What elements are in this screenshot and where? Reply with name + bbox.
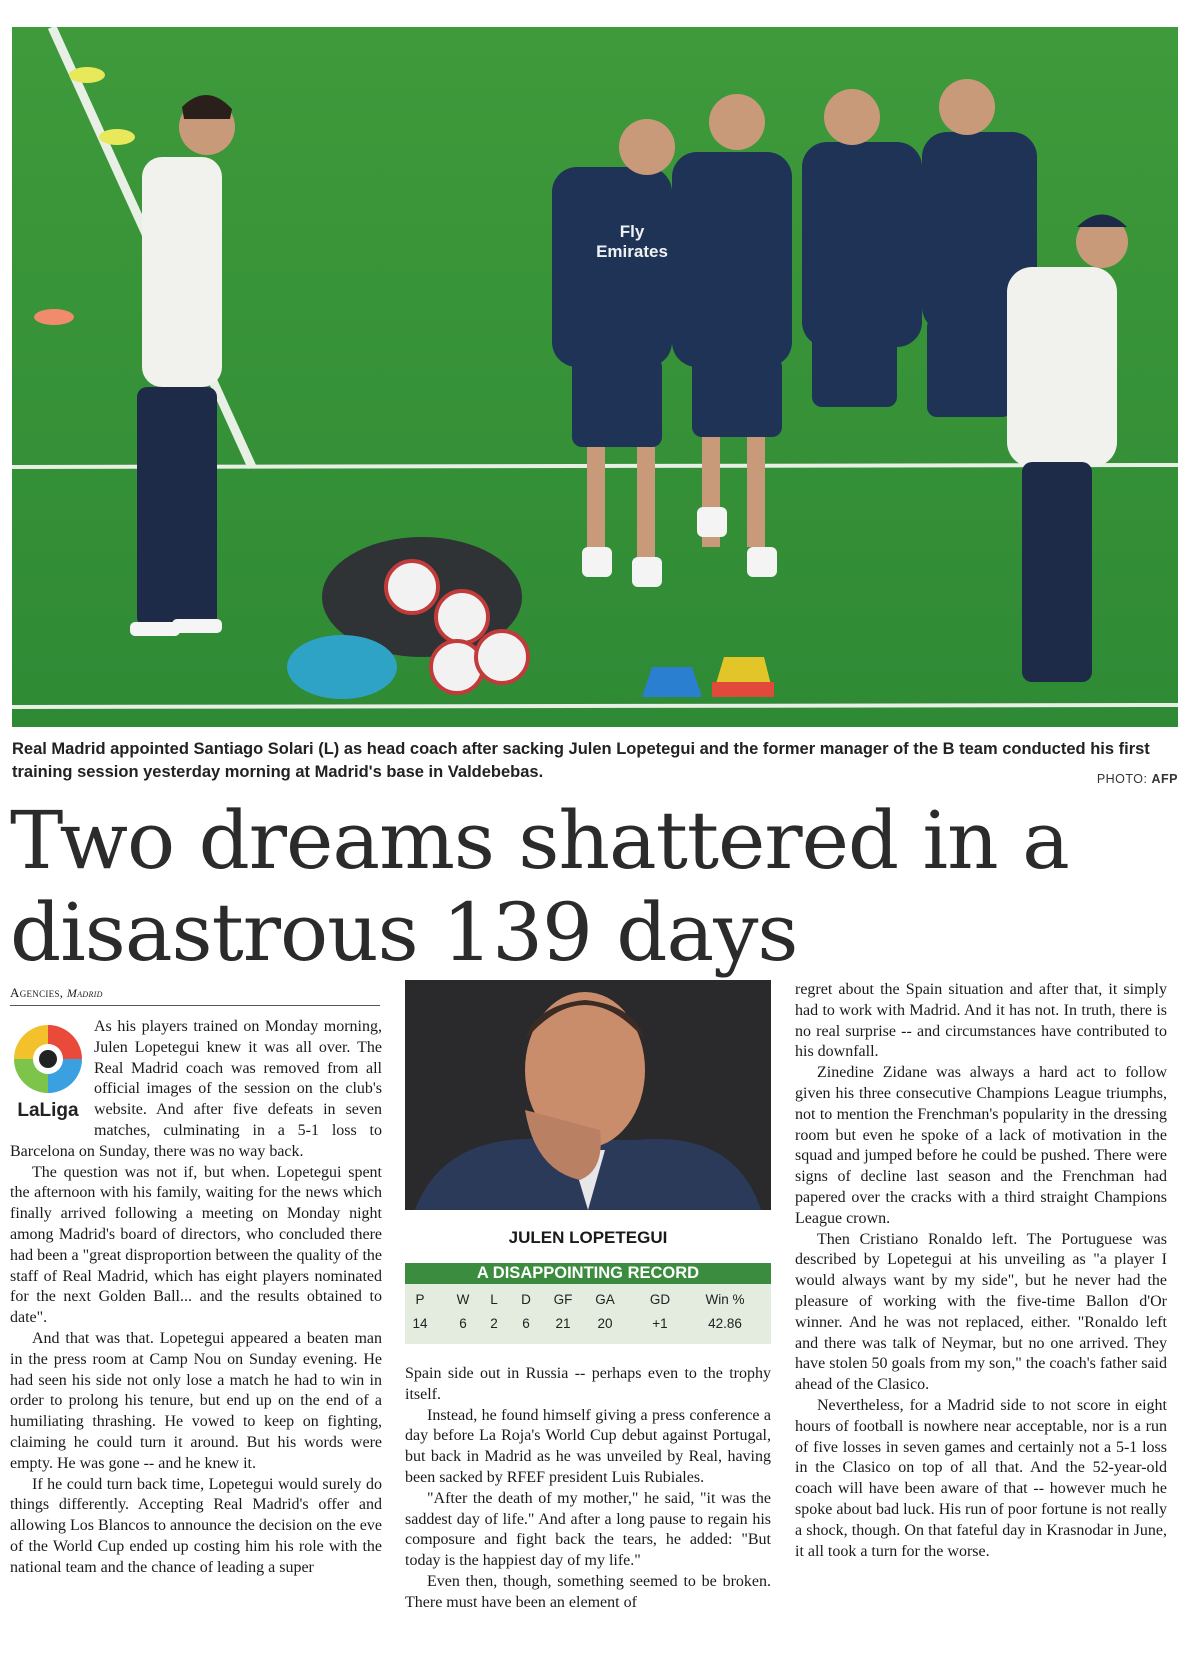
- credit-source: AFP: [1151, 772, 1178, 786]
- paragraph: Nevertheless, for a Madrid side to not score in eight hours of football is nowhere near acceptable, nor is a run of five losses in seven games and certainly not a 5-1 loss in the Clasico on top of all that. And the 52-year-old coach will have been aware of that -- however much he spoke about bad luck. His run of poor fortune is not really a shock, though. On that fateful day in Krasnodar in June, it all took a turn for the worse.: [795, 1396, 1167, 1560]
- paragraph: regret about the Spain situation and after that, it simply had to work with Madrid. And it has not. In truth, there is no real surprise -- and circumstances have contributed to his downfall.: [795, 981, 1167, 1061]
- sponsor-text: Fly: [619, 222, 645, 241]
- record-value: 21: [555, 1316, 571, 1331]
- article-column-1: [10, 1017, 382, 1579]
- article-column-3: [795, 980, 1167, 1562]
- record-value: 42.86: [708, 1316, 742, 1331]
- paragraph: Even then, though, something seemed to be broken. There must have been an element of: [405, 1572, 771, 1611]
- article-column-2: [405, 1364, 771, 1614]
- paragraph: "After the death of my mother," he said, "it was the saddest day of life." And after a long pause to regain his composure and fight back the tears, he added: "But today is the happiest day of my life.": [405, 1489, 771, 1570]
- record-value: 6: [522, 1316, 530, 1331]
- laliga-logo-text: LaLiga: [17, 1100, 79, 1121]
- training-photo: [12, 27, 1178, 727]
- credit-label: PHOTO:: [1096, 772, 1148, 786]
- byline: [10, 985, 380, 1006]
- laliga-logo: [10, 1019, 86, 1121]
- record-value: 14: [412, 1316, 428, 1331]
- lopetegui-portrait: [405, 980, 771, 1210]
- record-header: GA: [595, 1292, 615, 1307]
- record-header: GF: [553, 1292, 573, 1307]
- record-title: A DISAPPOINTING RECORD: [405, 1263, 771, 1284]
- paragraph: Spain side out in Russia -- perhaps even to the trophy itself.: [405, 1365, 771, 1403]
- record-header: W: [456, 1292, 470, 1307]
- record-value: +1: [652, 1316, 668, 1331]
- sidebar-name: JULEN LOPETEGUI: [508, 1228, 668, 1247]
- paragraph: Zinedine Zidane was always a hard act to follow given his three consecutive Champions League triumphs, not to mention the Frenchman's popularity in the dressing room but even he spoke of a lack of motivation in the squad and jumped before he could be pushed. There were signs of decline last season and the Frenchman had papered over the cracks with a third straight Champions League crown.: [795, 1064, 1167, 1227]
- record-header: D: [521, 1292, 531, 1307]
- photo-credit: [1097, 772, 1178, 786]
- paragraph: Instead, he found himself giving a press conference a day before La Roja's World Cup debut against Portugal, but back in Madrid as he was unveiled by Real, having been sacked by RFEF president Luis Rubiales.: [405, 1406, 771, 1486]
- paragraph: Then Cristiano Ronaldo left. The Portuguese was described by Lopetegui at his unveiling as "a player I would always want by my side", but he never had the pleasure of working with the five-time Ballon d'Or winner. And he was not replaced, either. "Ronaldo left and there was talk of Neymar, but no one arrived. They have stolen 50 goals from my son," the coach's father said ahead of the Clasico.: [795, 1230, 1167, 1394]
- byline-location: Madrid: [66, 986, 103, 1000]
- sponsor-text: Emirates: [596, 242, 668, 261]
- headline-line-2: disastrous 139 days: [10, 886, 798, 979]
- record-value: 20: [597, 1316, 613, 1331]
- paragraph: If he could turn back time, Lopetegui would surely do things differently. Accepting Real Madrid's offer and allowing Los Blancos to announce the decision on the eve of the World Cup ended up costing him his role with the national team and the chance of leading a super: [10, 1475, 382, 1576]
- record-table: [405, 1284, 771, 1344]
- record-value: 6: [459, 1316, 467, 1331]
- record-header: GD: [649, 1292, 671, 1307]
- headline-line-1: Two dreams shattered in a: [10, 794, 1069, 887]
- record-header: P: [415, 1292, 425, 1307]
- paragraph: As his players trained on Monday morning, Julen Lopetegui knew it was all over. The Real Madrid coach was removed from all official images of the session on the club's website. And after five defeats in seven matches, culminating in a 5-1 loss to Barcelona on Sunday, there was no way back.: [10, 1018, 382, 1160]
- headline: [10, 795, 1180, 979]
- byline-source: Agencies,: [10, 985, 64, 1000]
- record-header: Win %: [705, 1292, 745, 1307]
- photo-caption: Real Madrid appointed Santiago Solari (L) as head coach after sacking Julen Lopetegui and the former manager of the B team conducted his first training session yesterday morning at Madrid's base in Valdebebas.: [12, 740, 1150, 781]
- paragraph: And that was that. Lopetegui appeared a beaten man in the press room at Camp Nou on Sunday evening. He had seen his side not only lose a match he had to win in order to prolong his tenure, but end up on the end of a humiliating thrashing. He vowed to keep on fighting, claiming he could turn it around. But his words were empty. He was gone -- and he knew it.: [10, 1329, 382, 1472]
- record-header: L: [490, 1292, 498, 1307]
- record-value: 2: [490, 1316, 498, 1331]
- paragraph: The question was not if, but when. Lopetegui spent the afternoon with his family, waiting for the news which finally arrived following a meeting on Monday night among Madrid's board of directors, who concluded there had been a "great disproportion between the quality of the staff of Real Madrid, which has eight players nominated for the next Golden Ball... and the results obtained to date".: [10, 1163, 382, 1327]
